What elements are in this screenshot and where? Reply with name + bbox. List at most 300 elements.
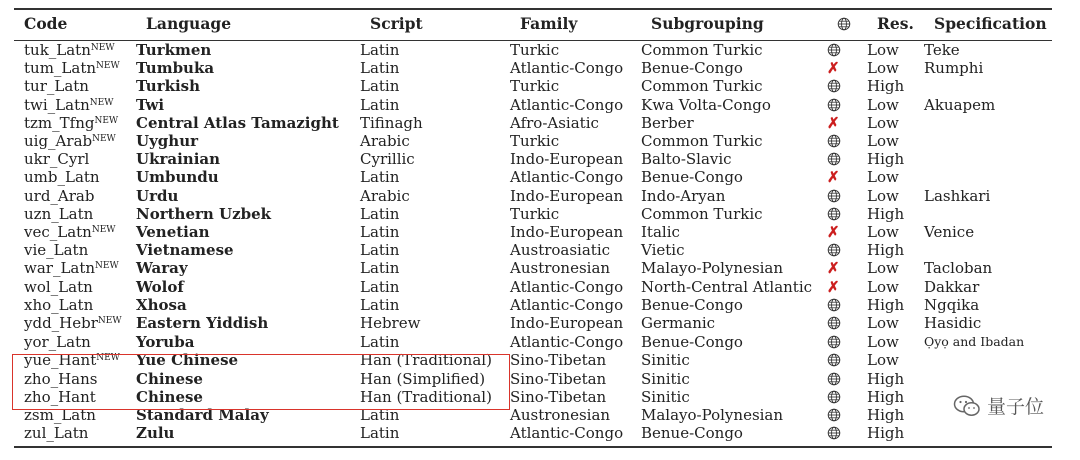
cell-specification-text: Hasidic — [924, 314, 982, 333]
cell-res-text: High — [867, 150, 905, 169]
cell-script — [360, 132, 510, 150]
cell-res — [867, 41, 924, 59]
cell-subgrouping — [641, 424, 827, 442]
cell-script — [360, 370, 510, 388]
new-tag: NEW — [92, 134, 116, 145]
header-family: Family — [520, 13, 578, 33]
cell-res-text: Low — [867, 95, 899, 114]
header-specification: Specification — [934, 13, 1047, 33]
globe-icon — [827, 408, 841, 422]
cell-res-text: Low — [867, 59, 899, 78]
cell-web — [827, 388, 867, 406]
cell-res-text: Low — [867, 314, 899, 333]
cell-code — [14, 296, 136, 314]
cell-res — [867, 278, 924, 296]
cell-family-text: Afro-Asiatic — [510, 113, 599, 132]
cell-web — [827, 223, 867, 241]
table-row — [14, 187, 1052, 205]
cell-subgrouping-text: Sinitic — [641, 387, 690, 406]
cell-code-text: ukr_Cyrl — [24, 150, 90, 169]
cell-code-text: vec_Latn — [24, 223, 92, 242]
cross-icon: ✗ — [827, 277, 840, 296]
cell-code-text: zho_Hans — [24, 369, 98, 388]
cell-language-text: Waray — [136, 259, 188, 278]
cell-specification — [924, 132, 1052, 150]
cell-script — [360, 114, 510, 132]
cell-res — [867, 370, 924, 388]
cell-language-text: Tumbuka — [136, 59, 215, 78]
cell-script — [360, 223, 510, 241]
table-row — [14, 41, 1052, 59]
cell-language — [136, 278, 360, 296]
cell-code — [14, 278, 136, 296]
globe-icon — [827, 353, 841, 367]
cell-script — [360, 259, 510, 277]
cell-script — [360, 77, 510, 95]
bottom-rule — [14, 446, 1052, 448]
table-row — [14, 406, 1052, 424]
cell-language-text: Uyghur — [136, 132, 198, 151]
cell-specification-text: Akuapem — [924, 95, 996, 114]
cell-specification — [924, 259, 1052, 277]
cell-web — [827, 278, 867, 296]
table-row — [14, 241, 1052, 259]
cell-subgrouping-text: Common Turkic — [641, 77, 763, 96]
cell-subgrouping — [641, 370, 827, 388]
table-row — [14, 314, 1052, 332]
cell-language — [136, 351, 360, 369]
cell-code — [14, 259, 136, 277]
cell-res — [867, 388, 924, 406]
cell-script — [360, 314, 510, 332]
cell-code — [14, 132, 136, 150]
table-row — [14, 150, 1052, 168]
cell-code — [14, 223, 136, 241]
cell-language-text: Turkmen — [136, 41, 212, 59]
cell-language-text: Eastern Yiddish — [136, 314, 269, 333]
cell-script — [360, 241, 510, 259]
cell-family — [510, 388, 641, 406]
cell-language-text: Standard Malay — [136, 406, 269, 425]
cell-res — [867, 59, 924, 77]
table-row — [14, 96, 1052, 114]
cell-language — [136, 388, 360, 406]
cell-code — [14, 314, 136, 332]
cell-family — [510, 278, 641, 296]
new-tag: NEW — [94, 115, 119, 126]
cell-specification — [924, 223, 1052, 241]
cell-subgrouping-text: Sinitic — [641, 369, 690, 388]
cell-script — [360, 150, 510, 168]
cell-specification-text: Ngqika — [924, 295, 980, 314]
language-table — [14, 8, 1052, 448]
cell-code-text: tum_Latn — [24, 59, 97, 78]
cell-code-text: tur_Latn — [24, 77, 89, 96]
cell-language — [136, 332, 360, 351]
cell-web — [827, 187, 867, 205]
cell-subgrouping — [641, 406, 827, 424]
cell-subgrouping — [641, 205, 827, 223]
cell-code-text: wol_Latn — [24, 277, 93, 296]
cell-language-text: Xhosa — [136, 295, 187, 314]
cell-web — [827, 424, 867, 442]
globe-icon — [827, 207, 841, 221]
cell-script-text: Cyrillic — [360, 150, 415, 169]
cell-subgrouping-text: Malayo-Polynesian — [641, 259, 784, 278]
cell-family-text: Atlantic-Congo — [510, 95, 624, 114]
cell-specification — [924, 187, 1052, 205]
cell-subgrouping-text: Kwa Volta-Congo — [641, 95, 771, 114]
cell-language — [136, 59, 360, 77]
cell-language-text: Turkish — [136, 77, 201, 96]
cell-language — [136, 41, 360, 59]
cell-language-text: Zulu — [136, 424, 175, 443]
cell-web — [827, 332, 867, 351]
cell-res-text: High — [867, 369, 905, 388]
cell-family — [510, 370, 641, 388]
cell-family — [510, 114, 641, 132]
cell-script-text: Latin — [360, 332, 400, 351]
table-body — [14, 41, 1052, 442]
globe-icon — [837, 17, 851, 31]
cell-subgrouping — [641, 388, 827, 406]
cell-script-text: Latin — [360, 295, 400, 314]
cell-family-text: Sino-Tibetan — [510, 387, 607, 406]
header-web — [837, 10, 877, 36]
cell-script — [360, 406, 510, 424]
cell-code-text: zul_Latn — [24, 424, 89, 443]
cell-res-text: Low — [867, 132, 899, 151]
cell-script-text: Latin — [360, 424, 400, 443]
cell-res — [867, 241, 924, 259]
cell-res-text: Low — [867, 277, 899, 296]
globe-icon — [827, 189, 841, 203]
cell-language-text: Yoruba — [136, 332, 195, 351]
cell-res-text: Low — [867, 41, 899, 59]
cell-language — [136, 168, 360, 186]
cell-subgrouping-text: North-Central Atlantic — [641, 277, 813, 296]
cell-subgrouping — [641, 150, 827, 168]
table-row — [14, 259, 1052, 277]
cell-res-text: Low — [867, 332, 899, 351]
cell-script-text: Latin — [360, 59, 400, 78]
cross-icon: ✗ — [827, 168, 840, 187]
globe-icon — [827, 79, 841, 93]
cell-script-text: Latin — [360, 95, 400, 114]
cell-res — [867, 205, 924, 223]
cell-code-text: xho_Latn — [24, 295, 94, 314]
cell-res-text: Low — [867, 113, 899, 132]
new-tag: NEW — [95, 261, 119, 272]
cell-res-text: High — [867, 295, 905, 314]
cell-script — [360, 388, 510, 406]
cross-icon: ✗ — [827, 113, 840, 132]
cell-subgrouping — [641, 278, 827, 296]
cell-subgrouping — [641, 114, 827, 132]
cell-language-text: Chinese — [136, 387, 203, 406]
table-row — [14, 77, 1052, 95]
cell-specification-text: Dakkar — [924, 277, 980, 296]
watermark-text: 量子位 — [986, 396, 1044, 418]
cell-language — [136, 96, 360, 114]
cell-family-text: Sino-Tibetan — [510, 351, 607, 370]
cell-web — [827, 296, 867, 314]
cell-code — [14, 77, 136, 95]
cell-specification — [924, 370, 1052, 388]
cell-script-text: Latin — [360, 259, 400, 278]
cell-web — [827, 114, 867, 132]
cell-subgrouping-text: Benue-Congo — [641, 424, 743, 443]
cell-code-text: umb_Latn — [24, 168, 100, 187]
cell-language-text: Northern Uzbek — [136, 204, 272, 223]
cell-family-text: Atlantic-Congo — [510, 277, 624, 296]
cell-subgrouping — [641, 41, 827, 59]
cell-family-text: Austronesian — [510, 259, 611, 278]
cell-script-text: Latin — [360, 41, 400, 59]
cell-res-text: Low — [867, 186, 899, 205]
cell-family — [510, 187, 641, 205]
cell-res-text: Low — [867, 351, 899, 370]
cell-language — [136, 259, 360, 277]
cell-subgrouping — [641, 223, 827, 241]
cell-specification-text: Venice — [924, 223, 975, 242]
cell-family-text: Indo-European — [510, 186, 624, 205]
cell-language — [136, 296, 360, 314]
cell-script — [360, 332, 510, 351]
cell-web — [827, 59, 867, 77]
cell-res — [867, 150, 924, 168]
cell-specification — [924, 424, 1052, 442]
cell-language — [136, 205, 360, 223]
cell-family — [510, 168, 641, 186]
cell-code-text: uzn_Latn — [24, 204, 94, 223]
cell-specification — [924, 59, 1052, 77]
cell-subgrouping-text: Indo-Aryan — [641, 186, 726, 205]
cell-res-text: High — [867, 406, 905, 425]
cell-script — [360, 41, 510, 59]
globe-icon — [827, 335, 841, 349]
cell-code — [14, 150, 136, 168]
cell-code-text: yor_Latn — [24, 332, 91, 351]
cell-res — [867, 314, 924, 332]
cell-language — [136, 223, 360, 241]
globe-icon — [827, 98, 841, 112]
cell-specification — [924, 41, 1052, 59]
cell-language-text: Chinese — [136, 369, 203, 388]
table-row — [14, 59, 1052, 77]
cell-family — [510, 96, 641, 114]
cell-family-text: Indo-European — [510, 223, 624, 242]
cell-subgrouping — [641, 77, 827, 95]
cell-family-text: Atlantic-Congo — [510, 332, 624, 351]
globe-icon — [827, 43, 841, 57]
cell-family — [510, 424, 641, 442]
cell-specification-text: Rumphi — [924, 59, 984, 78]
cell-specification-text: Ọyọ and Ibadan — [924, 334, 1025, 350]
cell-script — [360, 168, 510, 186]
cell-family-text: Turkic — [510, 132, 560, 151]
cell-family — [510, 223, 641, 241]
cell-family — [510, 332, 641, 351]
cell-script-text: Hebrew — [360, 314, 421, 333]
cell-subgrouping-text: Italic — [641, 223, 680, 242]
cell-code — [14, 424, 136, 442]
cross-icon: ✗ — [827, 259, 840, 278]
cell-code — [14, 370, 136, 388]
cell-specification — [924, 205, 1052, 223]
cell-web — [827, 77, 867, 95]
cell-web — [827, 259, 867, 277]
new-tag: NEW — [97, 316, 122, 327]
cell-web — [827, 314, 867, 332]
cell-family-text: Turkic — [510, 41, 560, 59]
cell-res-text: High — [867, 241, 905, 260]
cell-code — [14, 241, 136, 259]
cell-subgrouping — [641, 59, 827, 77]
globe-icon — [827, 426, 841, 440]
cell-code-text: tuk_Latn — [24, 41, 91, 59]
cell-family — [510, 59, 641, 77]
cell-subgrouping — [641, 132, 827, 150]
cell-web — [827, 351, 867, 369]
cell-family — [510, 406, 641, 424]
cell-specification-text: Teke — [924, 41, 960, 59]
wechat-icon — [953, 394, 981, 418]
cell-language — [136, 114, 360, 132]
cell-specification — [924, 168, 1052, 186]
table-row — [14, 296, 1052, 314]
cell-language-text: Venetian — [136, 223, 210, 242]
cell-res — [867, 132, 924, 150]
cell-script-text: Tifinagh — [360, 113, 423, 132]
new-tag: NEW — [91, 225, 116, 236]
cell-family — [510, 205, 641, 223]
cell-code-text: zho_Hant — [24, 387, 96, 406]
cell-specification — [924, 77, 1052, 95]
cell-code — [14, 114, 136, 132]
cell-language-text: Wolof — [136, 277, 184, 296]
globe-icon — [827, 243, 841, 257]
cell-code-text: tzm_Tfng — [24, 113, 95, 132]
cell-code — [14, 41, 136, 59]
cell-family-text: Austroasiatic — [510, 241, 611, 260]
cell-specification — [924, 314, 1052, 332]
cell-subgrouping-text: Berber — [641, 113, 694, 132]
cell-code — [14, 168, 136, 186]
globe-icon — [827, 298, 841, 312]
cell-specification-text: Tacloban — [924, 259, 993, 278]
cell-language — [136, 187, 360, 205]
cell-language — [136, 424, 360, 442]
globe-icon — [827, 390, 841, 404]
table-row — [14, 278, 1052, 296]
cell-family — [510, 259, 641, 277]
cell-script — [360, 278, 510, 296]
cell-script — [360, 187, 510, 205]
cell-subgrouping — [641, 259, 827, 277]
cell-script — [360, 96, 510, 114]
cell-subgrouping — [641, 187, 827, 205]
cross-icon: ✗ — [827, 59, 840, 78]
globe-icon — [827, 152, 841, 166]
cell-res-text: High — [867, 387, 905, 406]
cell-res-text: High — [867, 77, 905, 96]
cell-script — [360, 205, 510, 223]
cross-icon: ✗ — [827, 223, 840, 242]
cell-language — [136, 314, 360, 332]
cell-specification-text: Lashkari — [924, 186, 991, 205]
cell-specification — [924, 332, 1052, 351]
cell-subgrouping-text: Balto-Slavic — [641, 150, 732, 169]
cell-res — [867, 351, 924, 369]
table-row — [14, 205, 1052, 223]
cell-res-text: Low — [867, 168, 899, 187]
cell-language — [136, 241, 360, 259]
cell-res — [867, 77, 924, 95]
cell-res — [867, 187, 924, 205]
cell-code-text: uig_Arab — [24, 132, 93, 151]
cell-language — [136, 406, 360, 424]
cell-code — [14, 406, 136, 424]
cell-subgrouping — [641, 351, 827, 369]
cell-res — [867, 223, 924, 241]
cell-web — [827, 41, 867, 59]
cell-subgrouping — [641, 332, 827, 351]
cell-res — [867, 96, 924, 114]
cell-subgrouping-text: Benue-Congo — [641, 332, 743, 351]
table-row — [14, 223, 1052, 241]
cell-script-text: Han (Traditional) — [360, 351, 492, 370]
cell-code-text: war_Latn — [24, 259, 96, 278]
cell-code — [14, 59, 136, 77]
cell-code — [14, 351, 136, 369]
header-subgrouping: Subgrouping — [651, 13, 764, 33]
cell-code-text: twi_Latn — [24, 95, 90, 114]
cell-res — [867, 332, 924, 351]
cell-res — [867, 114, 924, 132]
cell-subgrouping-text: Vietic — [641, 241, 685, 260]
table-row — [14, 168, 1052, 186]
cell-language — [136, 150, 360, 168]
cell-web — [827, 370, 867, 388]
cell-script — [360, 59, 510, 77]
watermark — [953, 392, 1044, 419]
cell-subgrouping-text: Common Turkic — [641, 41, 763, 59]
cell-script-text: Han (Simplified) — [360, 369, 486, 388]
cell-web — [827, 241, 867, 259]
table-row — [14, 332, 1052, 351]
table-row — [14, 370, 1052, 388]
cell-web — [827, 132, 867, 150]
cell-family — [510, 241, 641, 259]
cell-code — [14, 388, 136, 406]
cell-res — [867, 168, 924, 186]
cell-res — [867, 424, 924, 442]
cell-web — [827, 205, 867, 223]
cell-code — [14, 187, 136, 205]
cell-code — [14, 332, 136, 351]
header-script: Script — [370, 13, 423, 33]
cell-subgrouping — [641, 241, 827, 259]
cell-family-text: Atlantic-Congo — [510, 59, 624, 78]
new-tag: NEW — [89, 97, 114, 108]
cell-language — [136, 370, 360, 388]
cell-web — [827, 168, 867, 186]
table-row — [14, 351, 1052, 369]
cell-family-text: Austronesian — [510, 406, 611, 425]
cell-family — [510, 314, 641, 332]
cell-script-text: Latin — [360, 223, 400, 242]
